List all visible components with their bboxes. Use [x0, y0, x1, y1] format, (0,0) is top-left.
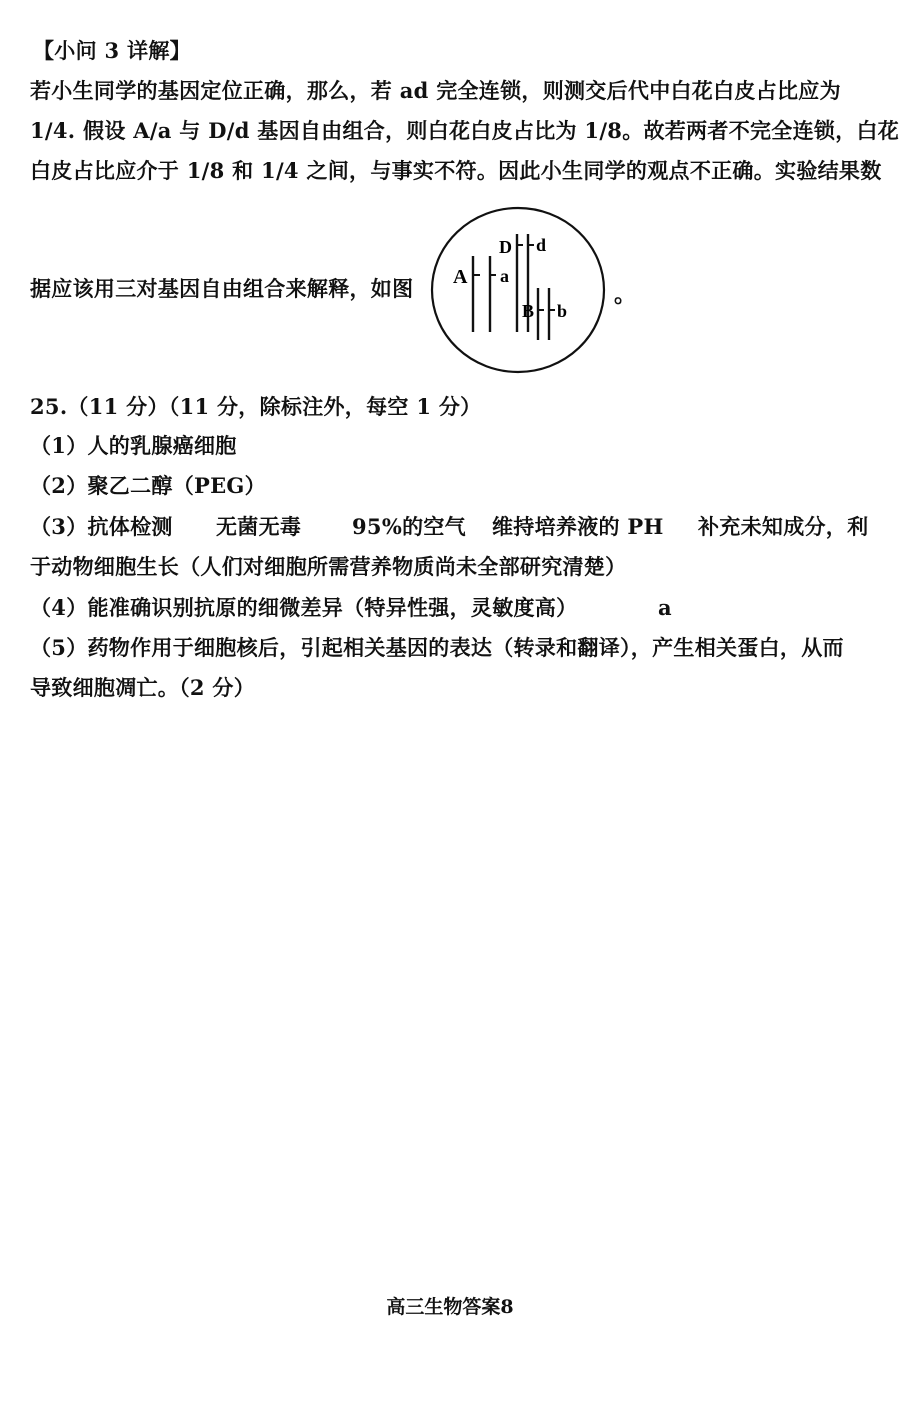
- label-a: a: [500, 266, 509, 286]
- answer-3-line-2: 于动物细胞生长（人们对细胞所需营养物质尚未全部研究清楚）: [30, 554, 627, 579]
- answer-3-blank-3: 95%的空气: [352, 514, 466, 539]
- explanation-line-3: 白皮占比应介于 1/8 和 1/4 之间，与事实不符。因此小生同学的观点不正确。实验结果数: [30, 158, 882, 183]
- label-b: b: [557, 301, 568, 321]
- answer-5-line-1: （5）药物作用于细胞核后，引起相关基因的表达（转录和翻译），产生相关蛋白，从而: [30, 635, 844, 660]
- sentence-end-mark: 。: [614, 282, 637, 308]
- answer-3-blank-2: 无菌无毒: [216, 514, 302, 539]
- explanation-line-2: 1/4. 假设 A/a 与 D/d 基因自由组合，则白花白皮占比为 1/8。故若两者不完全连锁，白花: [30, 118, 900, 143]
- answer-4-text: （4）能准确识别抗原的细微差异（特异性强，灵敏度高）: [30, 595, 578, 620]
- label-A: A: [453, 266, 468, 288]
- label-B: B: [522, 301, 535, 321]
- chromosome-diagram: [428, 204, 608, 376]
- answer-4-extra: a: [658, 595, 672, 620]
- answer-3-blank-1: （3）抗体检测: [30, 514, 173, 539]
- page-footer: 高三生物答案8: [386, 1296, 514, 1318]
- label-D: D: [499, 237, 512, 257]
- answer-5-line-2: 导致细胞凋亡。（2 分）: [30, 675, 256, 700]
- question-25-header: 25.（11 分）（11 分，除标注外，每空 1 分）: [30, 394, 482, 419]
- answer-4: [30, 593, 875, 623]
- sub-question-heading: 【小问 3 详解】: [33, 38, 191, 63]
- label-d: d: [536, 235, 547, 255]
- explanation-line-4: 据应该用三对基因自由组合来解释，如图: [30, 276, 414, 301]
- answer-3-blank-4: 维持培养液的 PH: [492, 514, 664, 539]
- answer-2: （2）聚乙二醇（PEG）: [30, 473, 266, 498]
- answer-1: （1）人的乳腺癌细胞: [30, 433, 237, 458]
- chromosome-diagram-svg: [428, 204, 608, 376]
- explanation-line-1: 若小生同学的基因定位正确，那么，若 ad 完全连锁，则测交后代中白花白皮占比应为: [30, 78, 841, 103]
- answer-3-blank-5: 补充未知成分，利: [698, 514, 869, 539]
